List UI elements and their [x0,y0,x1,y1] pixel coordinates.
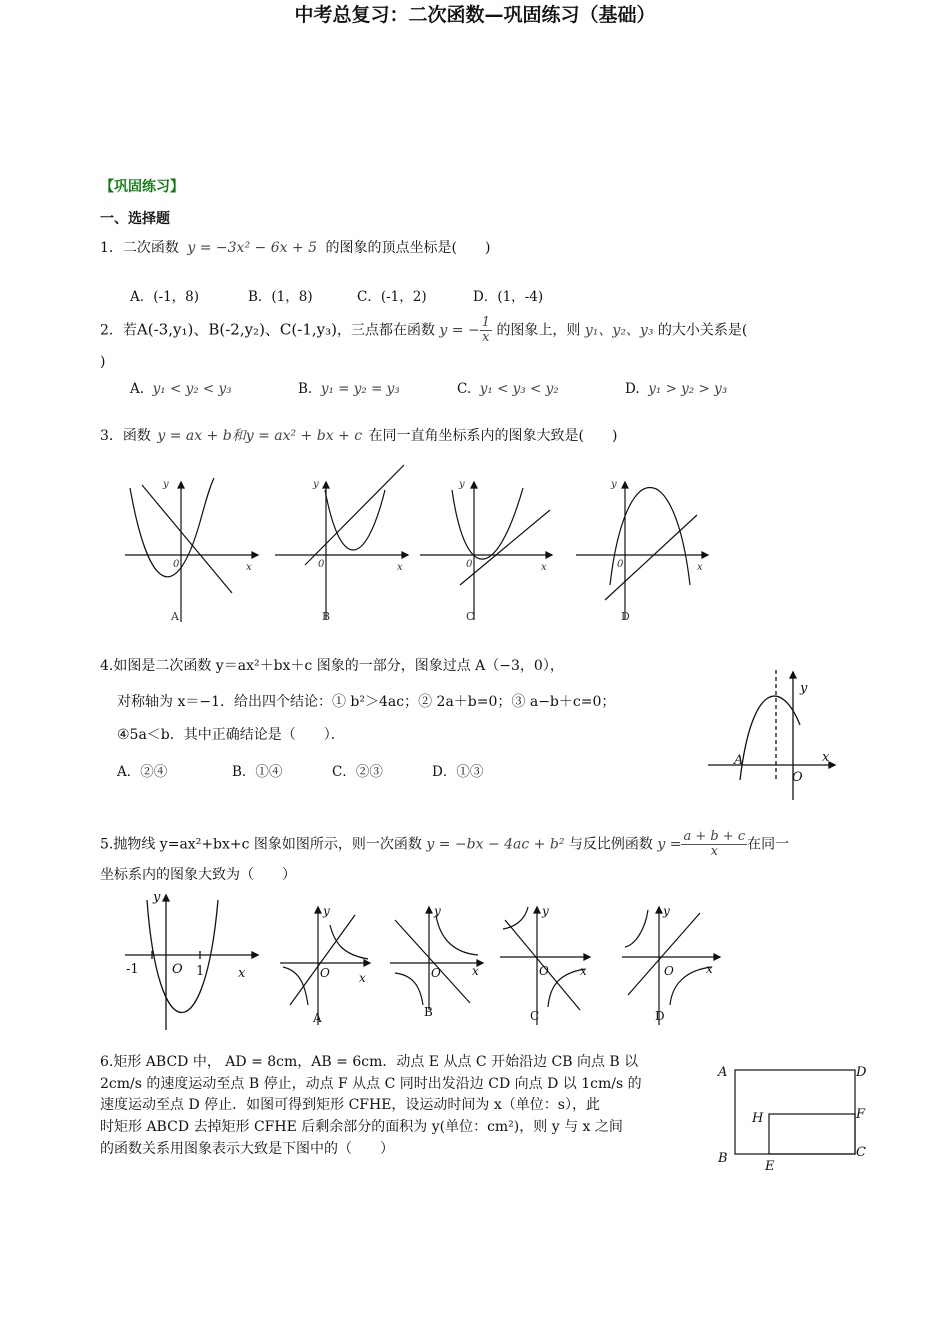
q5-label-a: A [313,1011,322,1025]
q4-parabola [740,696,800,780]
q3-b-x-label: x [397,562,403,573]
q3-post: 在同一直角坐标系内的图象大致是( ) [368,428,618,444]
q5-stem [100,830,789,859]
q2-option-b [298,381,400,397]
q5-b-label-x: x [472,964,479,978]
q4-line2: 对称轴为 x＝−1．给出四个结论：① b²＞4ac；② 2a＋b=0；③ a−b＋c=0； [117,694,616,710]
q3-d-parabola [610,488,690,586]
q3-a-y-label: y [163,479,169,490]
q5-b-hyperbola-2 [395,973,423,1005]
q4-label-x: x [822,750,830,765]
q3-a-x-arrow [252,552,258,558]
q2-option-a-letter: A. [130,381,145,397]
q2-option-d [625,381,727,397]
q2-pre: 2．若 [100,322,137,339]
q1-post: 的图象的顶点坐标是( ) [325,240,491,256]
q4-option-d: D．①③ [432,764,484,780]
q6-label-a: A [718,1065,728,1080]
q5-a-y-arrow [315,907,321,913]
q5-line2: 坐标系内的图象大致为（ ） [100,867,296,883]
q6-label-e: E [765,1159,775,1174]
q4-option-a: A．②④ [117,764,168,780]
q3-c-x-label: x [541,562,547,573]
q4-x-arrow [829,762,835,768]
q3-b-y-label: y [313,479,319,490]
q5-label-b: B [424,1005,433,1019]
q6-label-f: F [856,1107,866,1122]
q5-graph-b [390,907,483,1010]
q5-label-c: C [530,1009,540,1023]
q3-stem [100,425,618,445]
q3-d-x-arrow [702,552,708,558]
q6-label-c: C [856,1145,866,1160]
q3-label-a: A [171,610,179,623]
q2-stem [100,316,747,345]
q5-main-label-neg1: -1 [126,962,139,977]
q2-option-c-expr: y₁ < y₃ < y₂ [479,381,559,397]
q6-line3: 速度运动至点 D 停止．如图可得到矩形 CFHE，设运动时间为 x（单位：s），此 [100,1097,600,1113]
q5-frac-num: a + b + c [683,829,746,844]
q2-points: A(-3,y₁)、B(-2,y₂)、C(-1,y₃) [136,320,337,339]
q5-c-y-arrow [534,907,540,913]
q5-b-label-o: O [431,966,441,980]
q3-b-parabola [325,490,385,550]
q5-main-label-x: x [238,966,246,981]
q2-frac-num: 1 [481,315,490,330]
q4-option-c: C．②③ [332,764,383,780]
q3-label-b: B [322,610,331,623]
q1-pre: 1．二次函数 [100,240,179,256]
q3-c-x-arrow [546,552,552,558]
q2-option-d-expr: y₁ > y₂ > y₃ [648,381,728,397]
q5-a-label-y: y [323,904,330,918]
q5-d-label-y: y [663,904,670,918]
q3-graphs [0,460,950,660]
q3-pre: 3．函数 [100,428,151,444]
q5-main-label-o: O [172,962,183,977]
q6-line4: 时矩形 ABCD 去掉矩形 CFHE 后剩余部分的面积为 y(单位：cm²)，则 y 与 x 之间 [100,1119,623,1135]
q2-mid: ，三点都在函数 [336,322,435,339]
q4-label-y: y [800,681,808,696]
q5-func-y: y = [657,836,682,853]
q5-main-label-y: y [153,890,161,905]
q3-graph-c [420,482,552,620]
q5-linear: y = −bx − 4ac + b² [426,836,565,853]
q3-c-origin: 0 [466,559,473,570]
q1-option-c: C．(-1，2) [357,289,427,305]
q3-b-y-arrow [323,482,329,488]
q2-frac-den: x [482,330,490,345]
q6-label-d: D [856,1065,867,1080]
q3-c-parabola [452,488,523,559]
q2-post: 的图象上，则 [496,322,581,339]
q5-mid: 与反比例函数 [568,836,653,853]
q1-formula: y = −3x² − 6x + 5 [187,240,318,256]
q5-label-d: D [655,1009,665,1023]
q3-a-x-label: x [246,562,252,573]
q2-func-y: y = − [439,322,480,339]
q6-rect-cfhe [769,1114,855,1154]
q3-a-origin: 0 [173,559,180,570]
q4-label-o: O [792,770,803,785]
q1-option-b: B．(1，8) [248,289,313,305]
q2-option-c-letter: C. [457,381,472,397]
q3-b-origin: 0 [318,559,325,570]
section-label: 【巩固练习】 [100,179,184,195]
q3-d-origin: 0 [617,559,624,570]
q6-line1: 6.矩形 ABCD 中， AD = 8cm，AB = 6cm．动点 E 从点 C 开始沿边 CB 向点 B 以 [100,1054,639,1070]
q3-c-y-label: y [459,479,465,490]
q5-d-label-o: O [664,964,674,978]
q2-option-c [457,381,559,397]
q4-line3: ④5a＜b．其中正确结论是（ ）． [117,727,345,743]
q3-d-y-arrow [622,482,628,488]
q3-d-line [605,515,697,600]
q5-a-label-o: O [320,966,330,980]
q5-graphs [0,885,950,1035]
q4-line1: 4.如图是二次函数 y＝ax²＋bx＋c 图象的一部分，图象过点 A（−3，0）， [100,658,564,674]
q3-graph-d [576,482,708,620]
q4-figure [700,660,860,820]
q5-a-label-x: x [359,971,366,985]
q1-option-d: D．(1，-4) [473,289,544,305]
q5-d-line [628,913,700,995]
q5-main-x-arrow [252,952,258,958]
q5-main-parabola [147,900,218,1013]
q5-b-y-arrow [426,907,432,913]
q5-a-line [290,915,355,1005]
q6-label-h: H [752,1111,764,1126]
q5-b-label-y: y [434,904,441,918]
q2-post2: 的大小关系是( [657,322,748,339]
q5-c-hyperbola-1 [503,907,528,929]
q2-vars: y₁、y₂、y₃ [584,322,654,339]
q3-graph-a [125,478,258,622]
q5-c-label-o: O [539,964,549,978]
q5-fraction [681,830,747,859]
q5-c-label-x: x [580,964,587,978]
q3-c-y-arrow [471,482,477,488]
part-heading: 一、选择题 [100,211,170,227]
q4-y-arrow [790,672,796,678]
q5-frac-den: x [710,844,718,859]
q2-fraction [480,316,492,345]
q5-b-hyperbola-1 [436,915,478,955]
q5-d-x-arrow [714,954,720,960]
q5-main-figure [125,895,258,1030]
q3-a-y-arrow [178,482,184,488]
q1-option-a: A．(-1，8) [130,289,200,305]
q2-option-d-letter: D. [625,381,640,397]
q1-stem [100,237,490,257]
q5-c-label-y: y [542,904,549,918]
q2-option-b-expr: y₁ = y₂ = y₃ [320,381,400,397]
q3-label-d: D [621,610,630,623]
q2-close: ) [100,354,106,370]
q5-a-x-arrow [364,960,370,966]
q3-formula: y = ax + b和y = ax² + bx + c [157,428,363,444]
q6-figure [710,1058,880,1178]
q5-c-x-arrow [584,954,590,960]
page-title: 中考总复习：二次函数—巩固练习（基础） [294,4,656,26]
q5-main-y-arrow [163,895,169,901]
q5-b-line [395,920,470,1003]
q5-d-label-x: x [706,962,713,976]
q3-graph-b [275,465,408,620]
q4-option-b: B．①④ [232,764,283,780]
q2-option-a-expr: y₁ < y₂ < y₃ [152,381,232,397]
q3-a-parabola [130,478,214,577]
q5-d-y-arrow [656,907,662,913]
q3-label-c: C [466,610,475,623]
q5-post: 在同一 [747,836,790,853]
q6-label-b: B [718,1151,728,1166]
q3-b-x-arrow [402,552,408,558]
q2-option-b-letter: B. [298,381,313,397]
q5-d-hyperbola-1 [625,910,648,947]
q3-d-x-label: x [697,562,703,573]
q4-label-a: A [734,753,744,768]
q3-a-line [142,485,232,593]
q6-line2: 2cm/s 的速度运动至点 B 停止，动点 F 从点 C 同时出发沿边 CD 向点 D 以 1cm/s 的 [100,1076,642,1092]
q5-main-label-1: 1 [196,964,205,979]
q2-option-a [130,381,232,397]
q5-pre: 5.抛物线 y=ax²+bx+c 图象如图所示，则一次函数 [100,836,422,853]
q3-d-y-label: y [611,479,617,490]
q6-line5: 的函数关系用图象表示大致是下图中的（ ） [100,1141,394,1157]
